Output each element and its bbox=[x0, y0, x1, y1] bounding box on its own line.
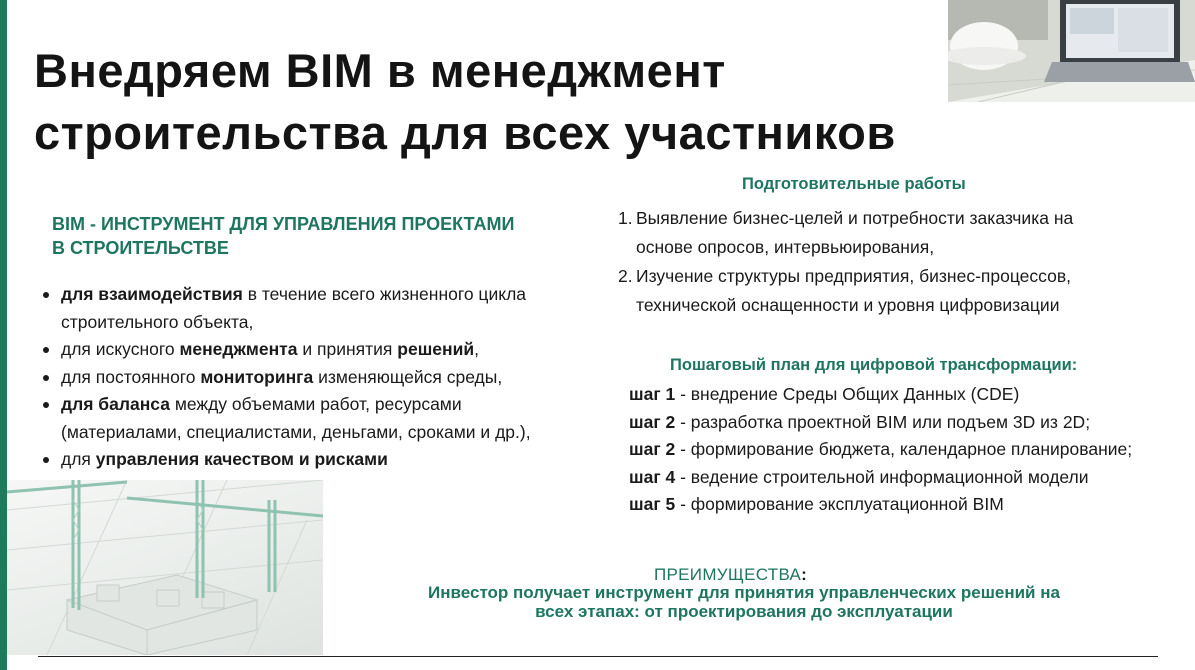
advantages-line-1: Инвестор получает инструмент для принятия управленческих решений на bbox=[428, 583, 1060, 602]
bullet-item bbox=[40, 336, 600, 364]
bullet-item bbox=[40, 446, 600, 474]
bullet-dot-icon bbox=[43, 347, 49, 353]
step-text: - разработка проектной BIM или подъем 3D из 2D; bbox=[675, 411, 1091, 432]
bullet-line bbox=[61, 309, 600, 337]
bullet-line bbox=[61, 419, 600, 447]
prep-item bbox=[618, 262, 1178, 320]
advantages-text bbox=[340, 583, 1148, 621]
bullet-line bbox=[61, 364, 600, 392]
bullet-item bbox=[40, 391, 600, 446]
prep-item-text: Изучение структуры предприятия, бизнес-процессов, bbox=[636, 266, 1071, 286]
bullet-dot-icon bbox=[43, 292, 49, 298]
bullet-text: изменяющейся среды, bbox=[313, 366, 503, 387]
bullet-dot-icon bbox=[43, 402, 49, 408]
preparatory-work-list bbox=[618, 204, 1178, 320]
bullet-bold-text: менеджмента bbox=[179, 339, 298, 359]
step-item bbox=[629, 491, 1132, 519]
bullet-bold-text: управления качеством и рисками bbox=[95, 449, 388, 469]
transformation-plan-heading: Пошаговый план для цифровой трансформации: bbox=[670, 356, 1078, 374]
step-text: - внедрение Среды Общих Данных (CDE) bbox=[675, 384, 1020, 404]
step-item bbox=[629, 409, 1132, 437]
bullet-dot-icon bbox=[43, 375, 49, 381]
bullet-line bbox=[61, 391, 600, 419]
bullet-text: и принятия bbox=[297, 339, 398, 359]
step-label: шаг 4 bbox=[629, 466, 676, 487]
bullet-dot-icon bbox=[43, 457, 49, 463]
bullet-bold-text: для взаимодействия bbox=[61, 284, 243, 304]
bullet-line bbox=[61, 281, 600, 309]
bullet-text: между объемами работ, ресурсами bbox=[169, 394, 462, 414]
step-text: - ведение строительной информационной модели bbox=[675, 466, 1089, 487]
advantages-title-text: ПРЕИМУЩЕСТВА bbox=[654, 565, 802, 584]
construction-laptop-photo bbox=[948, 0, 1195, 102]
bullet-bold-text: решений bbox=[397, 339, 475, 359]
advantages-line-2: всех этапах: от проектирования до эксплуатации bbox=[535, 602, 953, 621]
step-label: шаг 2 bbox=[629, 439, 676, 459]
prep-item-number: 1. bbox=[618, 208, 633, 228]
bim-tool-heading-line-1: BIM - ИНСТРУМЕНТ ДЛЯ УПРАВЛЕНИЯ ПРОЕКТАМИ bbox=[52, 214, 515, 234]
step-text: - формирование бюджета, календарное планирование; bbox=[675, 439, 1133, 459]
step-label: шаг 1 bbox=[629, 384, 676, 404]
bullet-text: , bbox=[474, 339, 479, 359]
prep-item-number: 2. bbox=[618, 266, 633, 286]
prep-item-text-continued: технической оснащенности и уровня цифровизации bbox=[636, 295, 1060, 315]
accent-bar bbox=[0, 0, 7, 670]
bullet-bold-text: мониторинга bbox=[200, 366, 314, 387]
transformation-steps-list bbox=[629, 381, 1132, 519]
bullet-line bbox=[61, 336, 600, 364]
advantages-title-colon: : bbox=[801, 565, 808, 584]
bullet-text: строительного объекта, bbox=[61, 311, 254, 332]
bullet-item bbox=[40, 281, 600, 336]
bullet-text: для искусного bbox=[61, 339, 180, 359]
step-label: шаг 2 bbox=[629, 411, 676, 432]
bullet-text: для постоянного bbox=[61, 366, 201, 387]
bullet-text: (материалами, специалистами, деньгами, сроками и др.), bbox=[61, 421, 531, 442]
preparatory-work-heading: Подготовительные работы bbox=[742, 175, 966, 193]
bim-building-render-image bbox=[7, 480, 323, 655]
title-line-2: строительства для всех участников bbox=[34, 106, 896, 159]
step-text: - формирование эксплуатационной BIM bbox=[675, 494, 1004, 514]
prep-item-text: Выявление бизнес-целей и потребности заказчика на bbox=[636, 208, 1074, 228]
bullet-item bbox=[40, 364, 600, 392]
bullet-line bbox=[61, 446, 600, 474]
bim-benefits-list bbox=[40, 281, 600, 474]
footer-divider bbox=[38, 656, 1158, 657]
page-title bbox=[34, 40, 896, 164]
step-item bbox=[629, 436, 1132, 464]
step-item bbox=[629, 464, 1132, 492]
bim-tool-heading bbox=[52, 212, 514, 260]
step-label: шаг 5 bbox=[629, 494, 676, 514]
bullet-bold-text: для баланса bbox=[61, 394, 170, 414]
step-item bbox=[629, 381, 1132, 409]
prep-item bbox=[618, 204, 1178, 262]
bullet-text: в течение всего жизненного цикла bbox=[242, 284, 527, 304]
title-line-1: Внедряем BIM в менеджмент bbox=[34, 44, 726, 97]
prep-item-text-continued: основе опросов, интервьюирования, bbox=[636, 237, 935, 257]
bullet-text: для bbox=[61, 449, 96, 469]
bim-tool-heading-line-2: В СТРОИТЕЛЬСТВЕ bbox=[52, 238, 229, 258]
advantages-title bbox=[654, 565, 807, 585]
